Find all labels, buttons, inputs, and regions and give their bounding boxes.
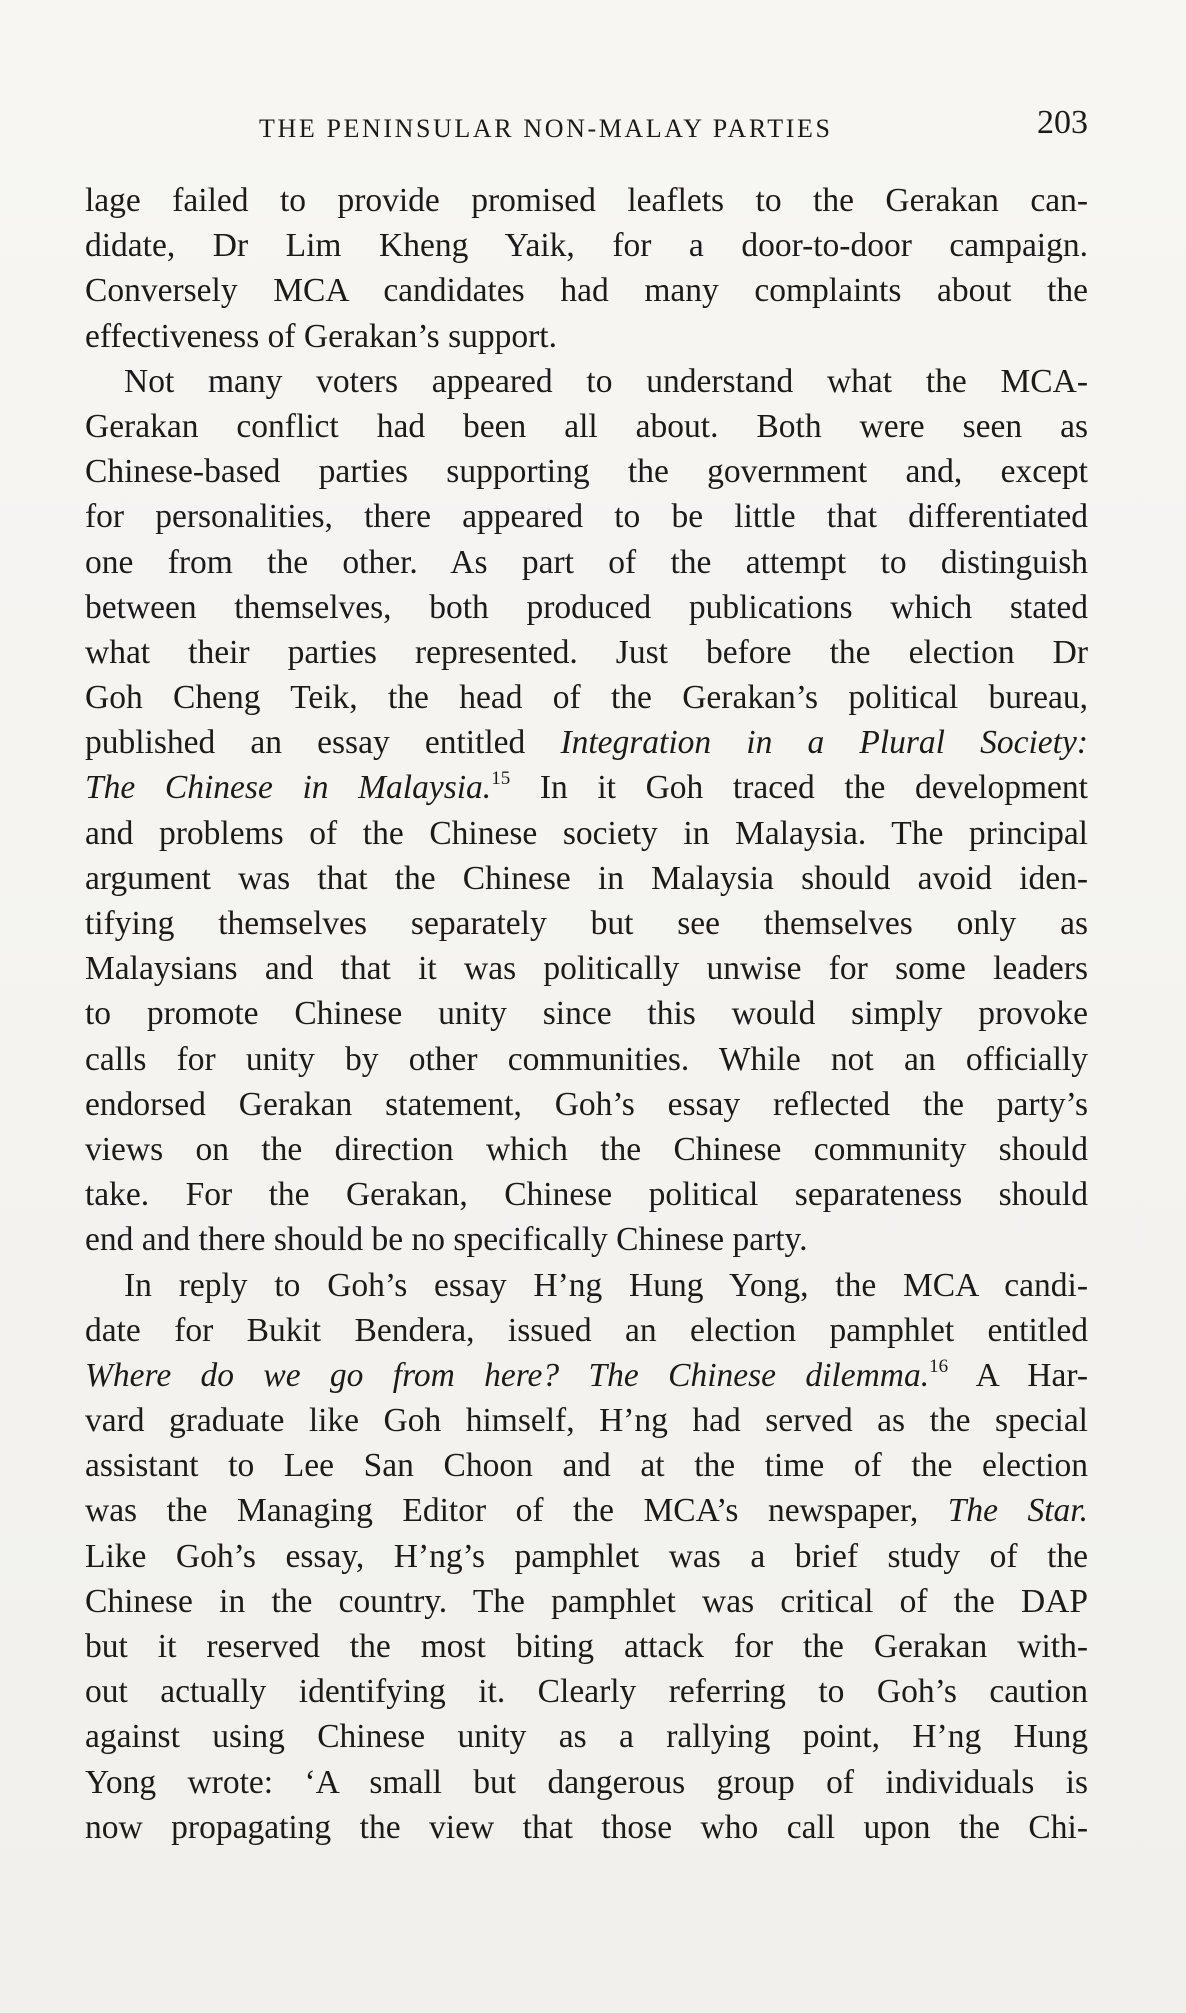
text-line: between themselves, both produced publications which stated (85, 588, 1088, 626)
text-line: lage failed to provide promised leaflets to the Gerakan can- (85, 182, 1088, 219)
text-line (85, 765, 1088, 810)
text-line: against using Chinese unity as a rallying point, H’ng Hung (85, 1718, 1088, 1756)
text-line: Goh Cheng Teik, the head of the Gerakan’s political bureau, (85, 679, 1088, 717)
text-line: one from the other. As part of the attempt to distinguish (85, 543, 1088, 581)
page-number: 203 (1037, 104, 1088, 141)
text-line: tifying themselves separately but see themselves only as (85, 905, 1088, 942)
text-line: Conversely MCA candidates had many complaints about the (85, 272, 1088, 310)
body-text (85, 178, 1088, 1850)
essay-title: Integration in a Plural Society: (560, 724, 1088, 762)
text-line: take. For the Gerakan, Chinese political separateness should (85, 1176, 1088, 1214)
essay-title-continued: The Chinese in Malaysia. (85, 769, 492, 807)
text-line: Chinese in the country. The pamphlet was critical of the DAP (85, 1582, 1088, 1620)
text-line: Chinese-based parties supporting the government and, except (85, 453, 1088, 491)
text-run: A Har- (948, 1356, 1088, 1394)
text-line: but it reserved the most biting attack for the Gerakan with- (85, 1628, 1088, 1665)
text-run: published an essay entitled (85, 724, 561, 762)
paragraph-first-line: Not many voters appeared to understand what the MCA- (124, 362, 1088, 400)
text-line: assistant to Lee San Choon and at the time of the election (85, 1447, 1088, 1485)
running-title: THE PENINSULAR NON-MALAY PARTIES (259, 114, 833, 143)
text-line: date for Bukit Bendera, issued an election pamphlet entitled (85, 1311, 1088, 1349)
text-line: end and there should be no specifically Chinese party. (85, 1221, 808, 1259)
footnote-ref-16: 16 (929, 1355, 949, 1377)
text-line: what their parties represented. Just before the election Dr (85, 633, 1088, 671)
newspaper-title: The Star. (947, 1492, 1088, 1530)
text-line: calls for unity by other communities. While not an officially (85, 1040, 1088, 1078)
footnote-ref-15: 15 (491, 768, 511, 790)
text-line: argument was that the Chinese in Malaysia should avoid iden- (85, 859, 1088, 897)
pamphlet-title: Where do we go from here? The Chinese dilemma. (85, 1356, 930, 1394)
text-line: Yong wrote: ‘A small but dangerous group of individuals is (85, 1763, 1088, 1801)
running-head (85, 104, 1088, 148)
text-line: endorsed Gerakan statement, Goh’s essay reflected the party’s (85, 1085, 1088, 1123)
text-line: out actually identifying it. Clearly referring to Goh’s caution (85, 1673, 1088, 1711)
text-line: Gerakan conflict had been all about. Both were seen as (85, 407, 1088, 445)
text-line: Like Goh’s essay, H’ng’s pamphlet was a brief study of the (85, 1537, 1088, 1575)
text-run: In it Goh traced the development (510, 769, 1088, 807)
text-line (85, 1488, 1088, 1533)
text-line: effectiveness of Gerakan’s support. (85, 317, 557, 355)
text-line: didate, Dr Lim Kheng Yaik, for a door-to-door campaign. (85, 227, 1088, 265)
text-line: vard graduate like Goh himself, H’ng had served as the special (85, 1402, 1088, 1440)
paragraph-first-line: In reply to Goh’s essay H’ng Hung Yong, the MCA candi- (124, 1266, 1088, 1304)
text-line (85, 1353, 1088, 1398)
text-line: for personalities, there appeared to be little that differentiated (85, 498, 1088, 536)
text-line: Malaysians and that it was politically unwise for some leaders (85, 950, 1088, 988)
text-line: and problems of the Chinese society in Malaysia. The principal (85, 814, 1088, 852)
text-line (85, 720, 1088, 765)
text-run: was the Managing Editor of the MCA’s newspaper, (85, 1492, 948, 1530)
text-line: views on the direction which the Chinese community should (85, 1130, 1088, 1168)
text-line: now propagating the view that those who call upon the Chi- (85, 1808, 1088, 1846)
text-line: to promote Chinese unity since this would simply provoke (85, 995, 1088, 1033)
